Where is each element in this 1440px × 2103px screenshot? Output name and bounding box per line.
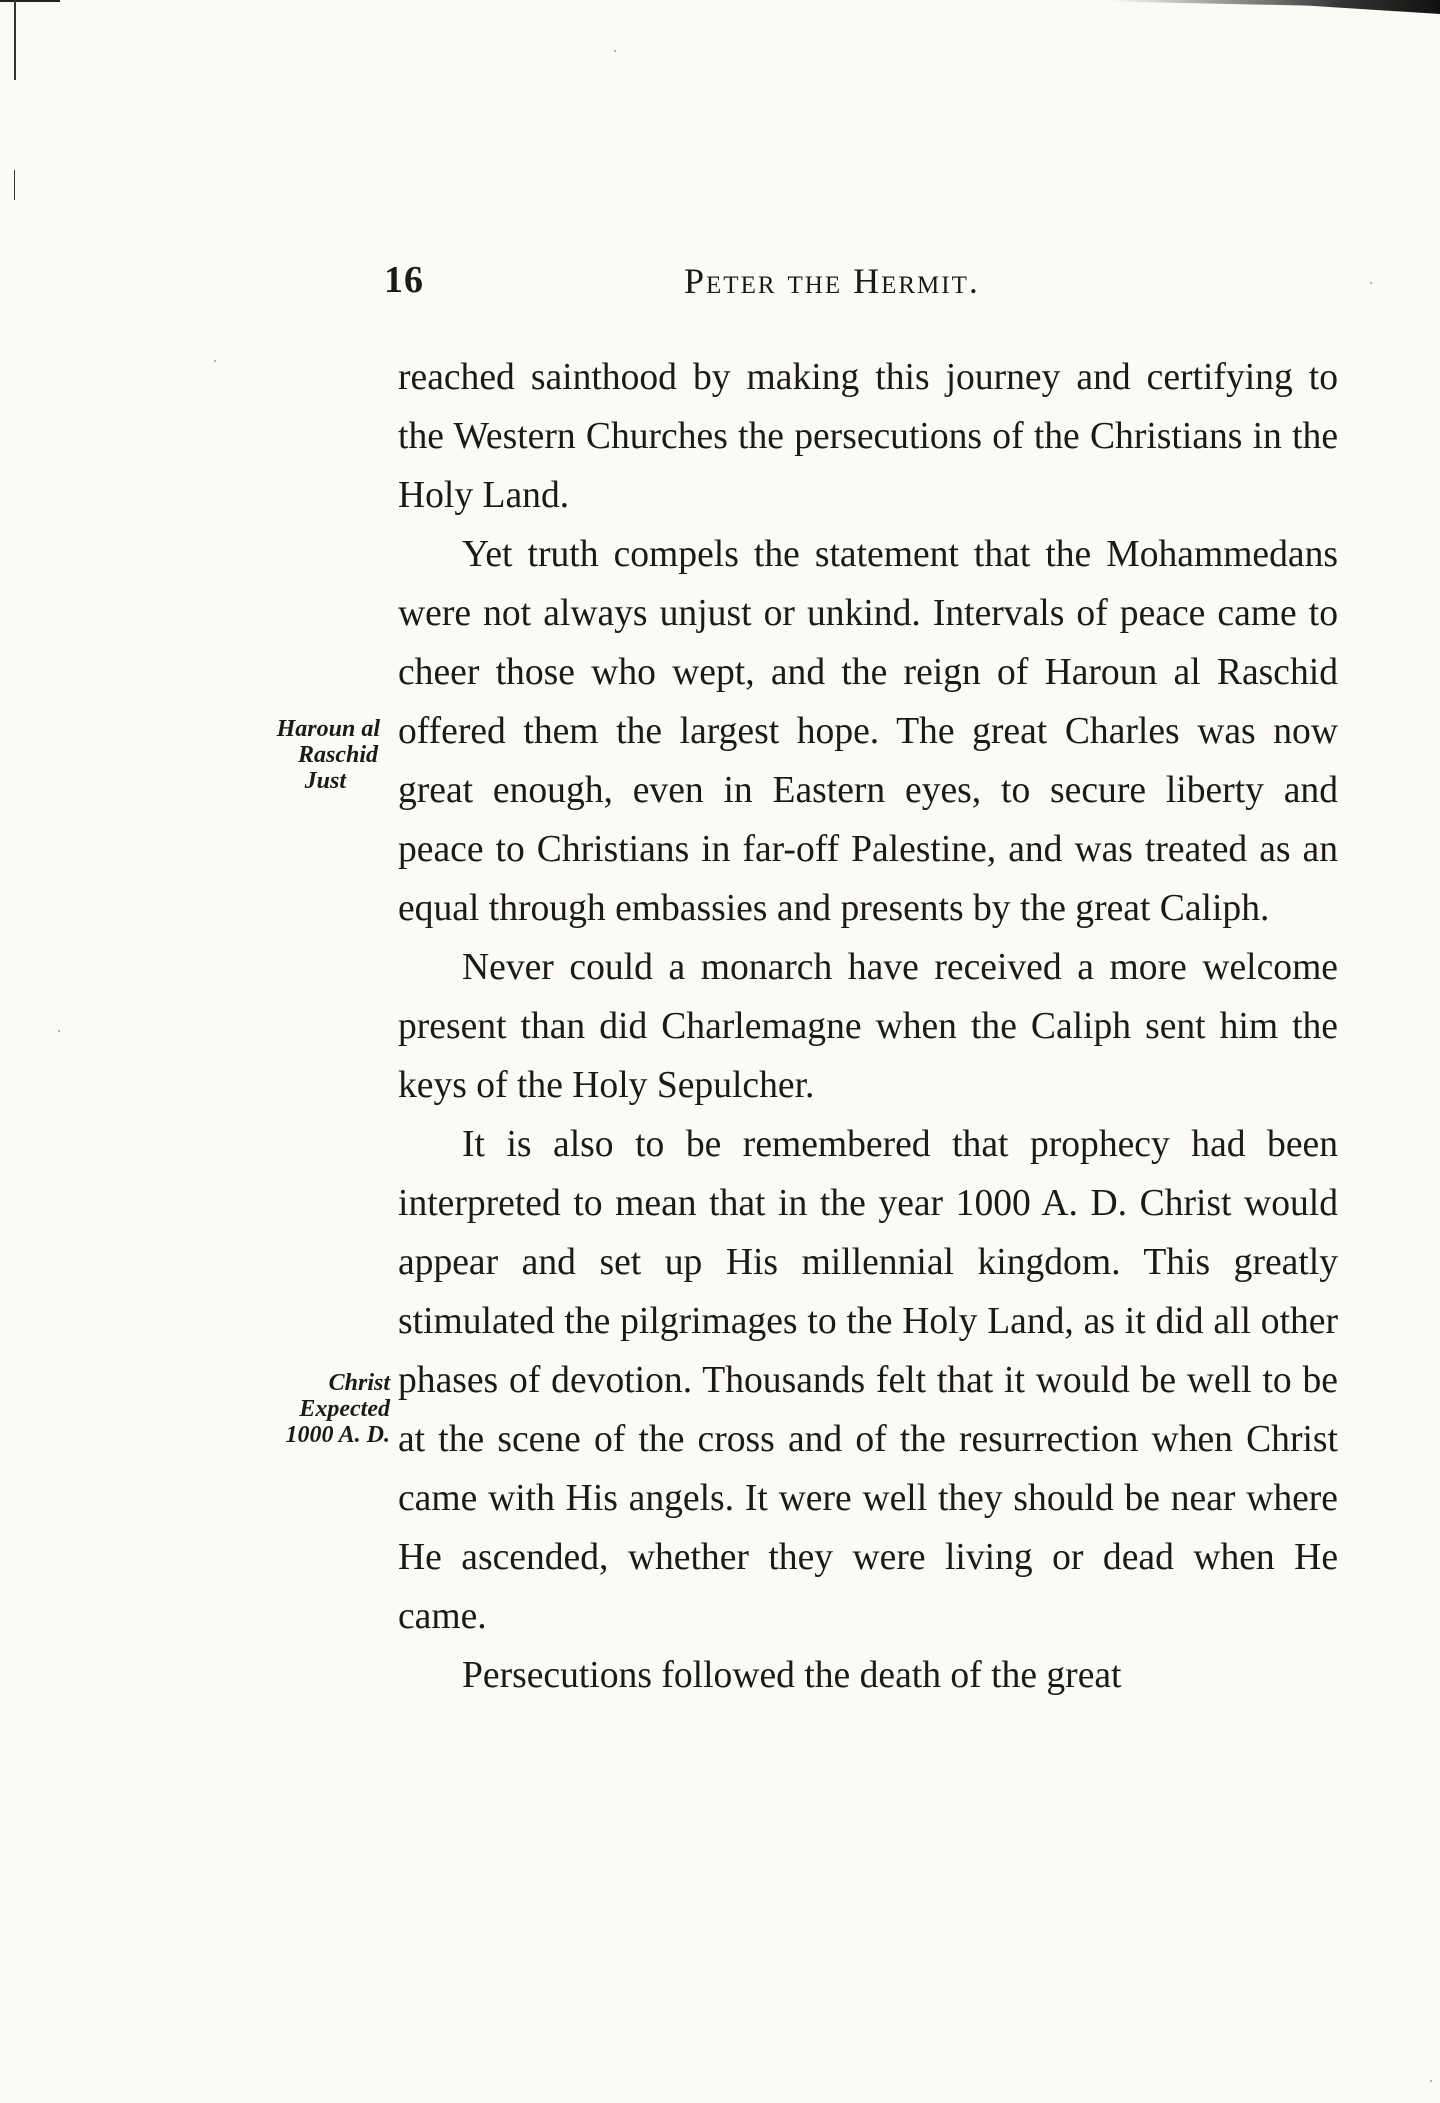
- margin-note-line: Expected: [299, 1396, 390, 1422]
- scan-edge-top-right: [1110, 0, 1440, 14]
- scan-speck: [1430, 2080, 1432, 2082]
- page-header: [0, 258, 1440, 318]
- scan-edge-left-mark: [14, 170, 15, 200]
- body-text: [398, 348, 1338, 1705]
- paragraph: Yet truth compels the statement that the Mohammedans were not always unjust or unkind. Intervals of peace came to cheer those who wept, and the reign of Haroun al Raschid offered them the largest hope. The great Charles was now great enough, even in Eastern eyes, to secure liberty and peace to Christians in far-off Palestine, and was treated as an equal through embassies and presents by the great Caliph.: [398, 534, 1338, 929]
- scan-speck: [614, 50, 616, 52]
- paragraph: Never could a monarch have received a more welcome present than did Charlemagne when the Caliph sent him the keys of the Holy Sepulcher.: [398, 947, 1338, 1106]
- paragraph: It is also to be remembered that prophecy had been interpreted to mean that in the year 1000 A. D. Christ would appear and set up His millennial kingdom. This greatly stimulated the pilgrimages to the Holy Land, as it did all other phases of devotion. Thousands felt that it would be well to be at the scene of the cross and of the resurrection when Christ came with His angels. It were well they should be near where He ascended, whether they were living or dead when He came.: [398, 1124, 1338, 1637]
- scan-edge-left-rule: [14, 0, 16, 80]
- paragraph: Persecutions followed the death of the great: [462, 1655, 1122, 1696]
- margin-note-christ-expected: [190, 1370, 390, 1448]
- scan-speck: [58, 1030, 60, 1032]
- margin-note-line: 1000 A. D.: [285, 1422, 390, 1448]
- page-number: 16: [384, 259, 424, 301]
- margin-note-line: Raschid: [297, 742, 378, 768]
- margin-note-haroun: [180, 716, 380, 794]
- scan-edge-top-left: [0, 0, 60, 10]
- margin-note-line: Haroun al: [276, 716, 380, 742]
- running-title: Peter the Hermit.: [684, 261, 980, 301]
- scan-speck: [214, 360, 216, 362]
- margin-note-line: Just: [304, 768, 346, 794]
- paragraph: reached sainthood by making this journey and certifying to the Western Churches the persecutions of the Christians in the Holy Land.: [398, 357, 1338, 516]
- margin-note-line: Christ: [328, 1370, 390, 1396]
